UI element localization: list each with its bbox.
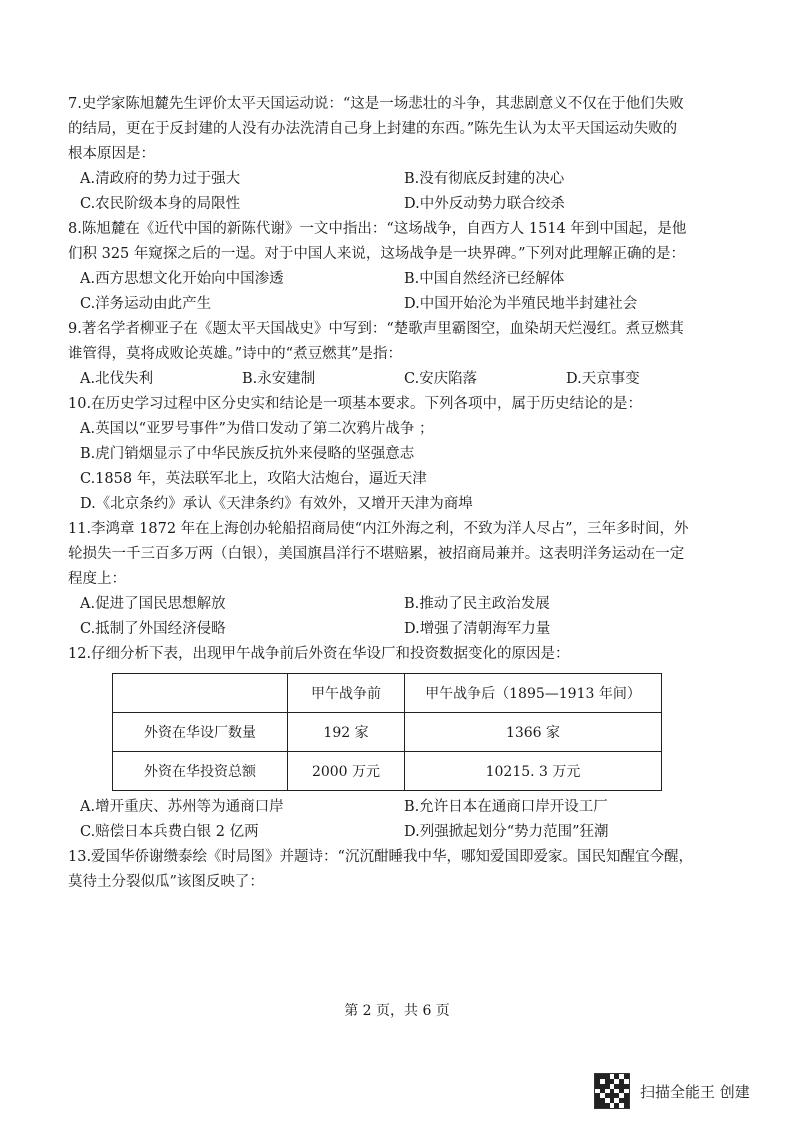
table-cell: 192 家 xyxy=(288,713,405,752)
option-a: A.促进了国民思想解放 xyxy=(80,596,226,612)
option-a: A.增开重庆、苏州等为通商口岸 xyxy=(80,799,284,815)
option-c: C.安庆陷落 xyxy=(404,371,478,387)
data-table xyxy=(112,673,662,791)
watermark-text: 扫描全能王 创建 xyxy=(640,1082,750,1101)
option-c: C.洋务运动由此产生 xyxy=(80,296,212,312)
table-header-row xyxy=(113,674,662,713)
question-13 xyxy=(68,845,728,895)
table-cell: 1366 家 xyxy=(405,713,662,752)
question-text: 12.仔细分析下表，出现甲午战争前后外资在华设厂和投资数据变化的原因是： xyxy=(68,646,570,662)
scanner-watermark xyxy=(594,1073,750,1109)
table-cell: 2000 万元 xyxy=(288,752,405,791)
table-cell: 外资在华设厂数量 xyxy=(113,713,288,752)
option-a: A.北伐失利 xyxy=(80,371,154,387)
question-text: 8.陈旭麓在《近代中国的新陈代谢》一文中指出：“这场战争，自西方人 1514 年到中国起，是他 xyxy=(68,221,687,237)
option-d: D.《北京条约》承认《天津条约》有效外，又增开天津为商埠 xyxy=(80,496,473,512)
option-d: D.增强了清朝海军力量 xyxy=(404,621,551,637)
question-11 xyxy=(68,517,728,642)
option-b: B.没有彻底反封建的决心 xyxy=(404,171,565,187)
option-a: A.西方思想文化开始向中国渗透 xyxy=(80,271,284,287)
table-cell: 10215. 3 万元 xyxy=(405,752,662,791)
qr-code-icon xyxy=(594,1073,630,1109)
question-12 xyxy=(68,642,728,845)
table-header-cell: 甲午战争后（1895—1913 年间） xyxy=(405,674,662,713)
option-d: D.天京事变 xyxy=(566,371,640,387)
question-text: 程度上： xyxy=(68,571,126,587)
option-c: C.农民阶级本身的局限性 xyxy=(80,196,241,212)
option-d: D.中外反动势力联合绞杀 xyxy=(404,196,565,212)
option-c: C.1858 年，英法联军北上，攻陷大沽炮台，逼近天津 xyxy=(80,471,427,487)
option-a: A.英国以“亚罗号事件”为借口发动了第二次鸦片战争 ； xyxy=(80,421,434,437)
option-c: C.抵制了外国经济侵略 xyxy=(80,621,226,637)
exam-page xyxy=(68,92,728,895)
question-text: 莫待土分裂似瓜”该图反映了： xyxy=(68,874,264,890)
question-9 xyxy=(68,317,728,392)
option-a: A.清政府的势力过于强大 xyxy=(80,171,241,187)
question-text: 9.著名学者柳亚子在《题太平天国战史》中写到：“楚歌声里霸图空，血染胡天烂漫红。煮豆燃萁 xyxy=(68,321,684,337)
page-number: 第 2 页，共 6 页 xyxy=(344,1003,450,1019)
question-text: 谁管得，莫将成败论英雄。”诗中的“煮豆燃萁”是指： xyxy=(68,346,402,362)
table-cell: 外资在华投资总额 xyxy=(113,752,288,791)
option-d: D.列强掀起划分“势力范围”狂潮 xyxy=(404,824,609,840)
table-row xyxy=(113,752,662,791)
table-header-cell: 甲午战争前 xyxy=(288,674,405,713)
table-row xyxy=(113,713,662,752)
question-text: 10.在历史学习过程中区分史实和结论是一项基本要求。下列各项中，属于历史结论的是： xyxy=(68,396,643,412)
question-text: 们积 325 年窥探之后的一逞。对于中国人来说，这场战争是一块界碑。”下列对此理解正确的是： xyxy=(68,246,686,262)
question-text: 13.爱国华侨谢缵泰绘《时局图》并题诗：“沉沉酣睡我中华，哪知爱国即爱家。国民知醒宜今醒， xyxy=(68,849,693,865)
question-10 xyxy=(68,392,728,517)
option-b: B.允许日本在通商口岸开设工厂 xyxy=(404,799,608,815)
table-header-cell xyxy=(113,674,288,713)
option-d: D.中国开始沦为半殖民地半封建社会 xyxy=(404,296,638,312)
question-8 xyxy=(68,217,728,317)
option-b: B.永安建制 xyxy=(242,371,316,387)
question-text: 11.李鸿章 1872 年在上海创办轮船招商局使“内江外海之利，不致为洋人尽占”，三年多时间，外 xyxy=(68,521,689,537)
option-b: B.虎门销烟显示了中华民族反抗外来侵略的坚强意志 xyxy=(80,446,415,462)
question-7 xyxy=(68,92,728,217)
option-b: B.推动了民主政治发展 xyxy=(404,596,550,612)
question-text: 根本原因是： xyxy=(68,146,155,162)
option-b: B.中国自然经济已经解体 xyxy=(404,271,565,287)
question-text: 轮损失一千三百多万两（白银），美国旗昌洋行不堪赔累，被招商局兼并。这表明洋务运动在一定 xyxy=(68,546,685,562)
question-text: 7.史学家陈旭麓先生评价太平天国运动说：“这是一场悲壮的斗争，其悲剧意义不仅在于他们失败 xyxy=(68,96,684,112)
option-c: C.赔偿日本兵费白银 2 亿两 xyxy=(80,824,259,840)
question-text: 的结局，更在于反封建的人没有办法洗清自己身上封建的东西。”陈先生认为太平天国运动失败的 xyxy=(68,121,678,137)
